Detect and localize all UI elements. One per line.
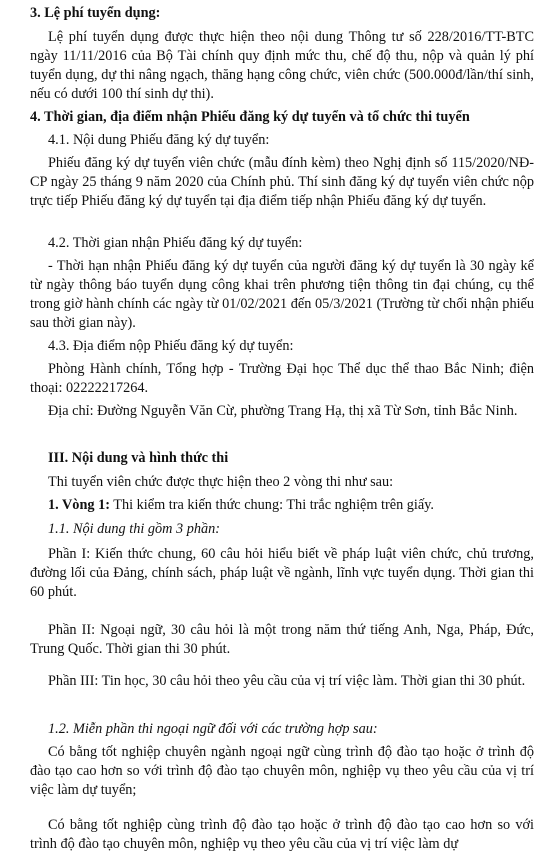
section-4-3-body-2: Địa chỉ: Đường Nguyễn Văn Cừ, phường Trang Hạ, thị xã Từ Sơn, tỉnh Bắc Ninh. [48,402,518,419]
exemption-1-text: Có bằng tốt nghiệp chuyên ngành ngoại ngữ cùng trình độ đào tạo hoặc ở trình độ đào tạo cao hơn so với trình độ đào tạo chuyên môn, nghiệp vụ theo yêu cầu của vị trí việc làm dự tuyển; [30,743,534,798]
section-4-3-heading: 4.3. Địa điểm nộp Phiếu đăng ký dự tuyển: [48,337,294,354]
part-3-text: Phần III: Tin học, 30 câu hỏi theo yêu cầu của vị trí việc làm. Thời gian thi 30 phút. [48,672,526,689]
section-1-1-heading: 1.1. Nội dung thi gồm 3 phần: [48,521,220,538]
round-1-text: Thi kiểm tra kiến thức chung: Thi trắc nghiệm trên giấy. [109,497,434,514]
round-1-label: 1. Vòng 1: [48,497,110,514]
section-4-1-body: Phiếu đăng ký dự tuyển viên chức (mẫu đính kèm) theo Nghị định số 115/2020/NĐ-CP ngày 25 tháng 9 năm 2020 của Chính phủ. Thí sinh đăng ký dự tuyển viên chức nộp trực tiếp Phiếu đăng ký dự tuyển tại địa điểm tiếp nhận Phiếu đăng ký dự tuyển. [30,154,534,209]
section-1-2-heading: 1.2. Miễn phần thi ngoại ngữ đối với các trường hợp sau: [48,720,378,737]
section-4-1-heading: 4.1. Nội dung Phiếu đăng ký dự tuyển: [48,131,270,148]
section-3-body: Lệ phí tuyển dụng được thực hiện theo nội dung Thông tư số 228/2016/TT-BTC ngày 11/11/2016 của Bộ Tài chính quy định mức thu, chế độ thu, nộp và quản lý phí tuyển dụng, dự thi nâng ngạch, thăng hạng công chức, viên chức (500.000đ/lần/thí sinh, nếu có dưới 100 thí sinh dự thi). [30,28,534,102]
part-1-text: Phần I: Kiến thức chung, 60 câu hỏi hiểu biết về pháp luật viên chức, chủ trương, đường lối của Đảng, chính sách, pháp luật về ngành, lĩnh vực tuyển dụng. Thời gian thi 60 phút. [30,546,534,601]
round-1-line [30,496,534,515]
exemption-2-text: Có bằng tốt nghiệp cùng trình độ đào tạo hoặc ở trình độ đào tạo cao hơn so với trình độ đào tạo chuyên môn, nghiệp vụ theo yêu cầu của vị trí việc làm dự [30,817,534,853]
section-iii-heading: III. Nội dung và hình thức thi [48,449,229,466]
section-4-2-body: - Thời hạn nhận Phiếu đăng ký dự tuyển của người đăng ký dự tuyển là 30 ngày kể từ ngày thông báo tuyển dụng công khai trên phương tiện thông tin đại chúng, cụ thể trong giờ hành chính các ngày từ 01/02/2021 đến 05/3/2021 (Trường từ chối nhận phiếu sau thời gian này). [30,257,534,331]
section-3-heading: 3. Lệ phí tuyển dụng: [30,4,161,21]
part-2-text: Phần II: Ngoại ngữ, 30 câu hỏi là một trong năm thứ tiếng Anh, Nga, Pháp, Đức, Trung Quốc. Thời gian thi 30 phút. [30,621,534,657]
section-iii-intro: Thi tuyển viên chức được thực hiện theo 2 vòng thi như sau: [48,474,394,491]
section-4-3-body-1: Phòng Hành chính, Tổng hợp - Trường Đại học Thể dục thể thao Bắc Ninh; điện thoại: 02222217264. [30,360,534,396]
section-4-2-heading: 4.2. Thời gian nhận Phiếu đăng ký dự tuyển: [48,234,303,251]
section-4-heading: 4. Thời gian, địa điểm nhận Phiếu đăng ký dự tuyển và tổ chức thi tuyển [30,108,470,125]
